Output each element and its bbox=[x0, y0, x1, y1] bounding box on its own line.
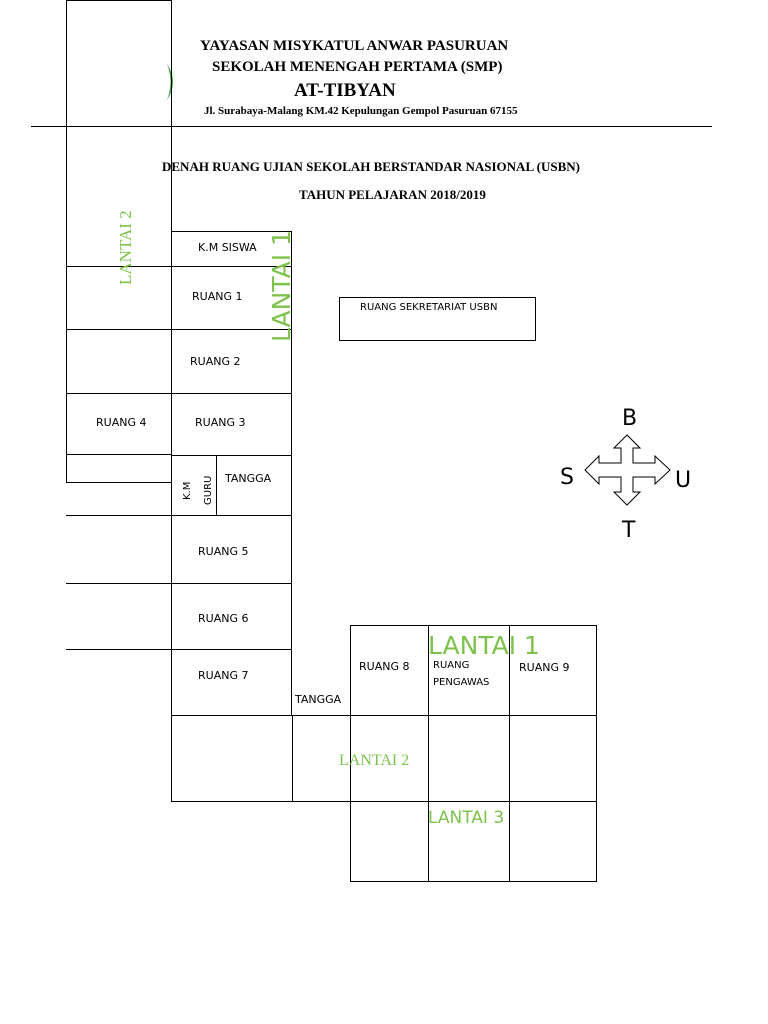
divider bbox=[66, 329, 172, 330]
divider bbox=[66, 454, 172, 455]
school-address: Jl. Surabaya-Malang KM.42 Kepulungan Gempol Pasuruan 67155 bbox=[204, 105, 518, 117]
lantai3-room bbox=[350, 801, 429, 882]
plan-year: TAHUN PELAJARAN 2018/2019 bbox=[299, 187, 486, 202]
wall-line bbox=[66, 583, 172, 584]
lantai2-room bbox=[509, 715, 597, 802]
compass-east: U bbox=[675, 468, 692, 493]
plan-title: DENAH RUANG UJIAN SEKOLAH BERSTANDAR NASIONAL (USBN) bbox=[162, 159, 580, 174]
room-km-siswa-label: K.M SISWA bbox=[198, 241, 257, 254]
compass-north: B bbox=[622, 406, 638, 431]
compass-west: S bbox=[560, 465, 574, 490]
room-guru-label: GURU bbox=[203, 475, 214, 505]
room-ruang-4: RUANG 4 bbox=[96, 416, 147, 429]
room-sekretariat-label: RUANG SEKRETARIAT USBN bbox=[360, 302, 498, 313]
compass-arrows-icon bbox=[580, 430, 675, 510]
room-km-label: K.M bbox=[182, 481, 193, 500]
compass-south: T bbox=[622, 518, 636, 543]
wall-line bbox=[66, 649, 172, 650]
wall-line bbox=[66, 515, 172, 516]
floor-label-lantai-2: LANTAI 2 bbox=[116, 210, 135, 285]
room-ruang-7 bbox=[171, 649, 292, 716]
room-ruang-6-label: RUANG 6 bbox=[198, 612, 249, 625]
floor-label-lantai-1-vertical: LANTAI 1 bbox=[267, 230, 296, 342]
room-ruang-7-label: RUANG 7 bbox=[198, 669, 249, 682]
room-ruang-2-label: RUANG 2 bbox=[190, 355, 241, 368]
divider bbox=[216, 455, 217, 516]
room-ruang-9-label: RUANG 9 bbox=[519, 661, 570, 674]
room-ruang-1-label: RUANG 1 bbox=[192, 290, 243, 303]
room-pengawas-label-2: PENGAWAS bbox=[433, 677, 490, 688]
stairs-label-2: TANGGA bbox=[295, 693, 342, 706]
floor-label-lantai-1: LANTAI 1 bbox=[428, 631, 540, 660]
room-ruang-5-label: RUANG 5 bbox=[198, 545, 249, 558]
room-ruang-3-label: RUANG 3 bbox=[195, 416, 246, 429]
room-ruang-8-label: RUANG 8 bbox=[359, 660, 410, 673]
lantai2-room bbox=[428, 715, 510, 802]
lantai2-room bbox=[171, 715, 293, 802]
floor-label-lantai-3: LANTAI 3 bbox=[428, 808, 505, 828]
school-title: AT-TIBYAN bbox=[294, 80, 396, 101]
stairs-label: TANGGA bbox=[225, 472, 272, 485]
floor-label-lantai-2-bottom: LANTAI 2 bbox=[339, 752, 410, 769]
lantai3-room bbox=[509, 801, 597, 882]
divider bbox=[66, 393, 172, 394]
school-name: SEKOLAH MENENGAH PERTAMA (SMP) bbox=[212, 59, 503, 75]
room-pengawas-label-1: RUANG bbox=[433, 660, 470, 671]
foundation-name: YAYASAN MISYKATUL ANWAR PASURUAN bbox=[200, 38, 509, 54]
